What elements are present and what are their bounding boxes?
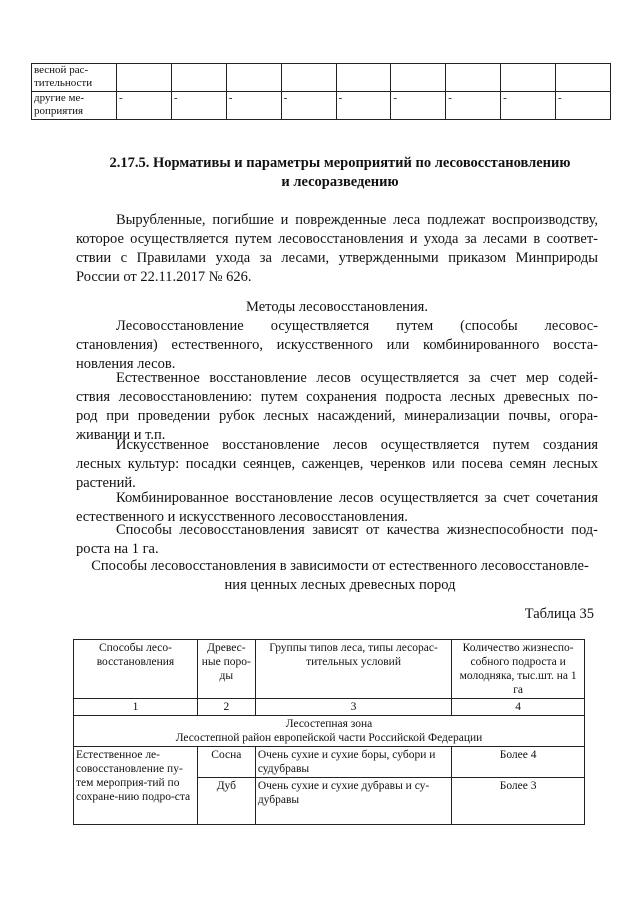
zone-region: Лесостепной район европейской части Российской Федерации xyxy=(175,732,483,744)
methods-heading: Методы лесовосстановления. xyxy=(246,299,428,315)
table-cell: - xyxy=(171,92,226,120)
row-label: весной рас-тительности xyxy=(32,64,117,92)
count-cell: Более 4 xyxy=(452,747,585,778)
header-cell: Количество жизнеспо-собного подроста и молодняка, тыс.шт. на 1 га xyxy=(452,640,585,699)
table-cell: - xyxy=(501,92,556,120)
zone-row xyxy=(74,716,585,747)
table-label: Таблица 35 xyxy=(524,606,594,622)
text-line: Вырубленные, погибшие и поврежденные леса подлежат воспроизводству, xyxy=(116,212,598,228)
species-cell: Сосна xyxy=(197,747,255,778)
table-header-row xyxy=(74,640,585,699)
column-number: 2 xyxy=(197,699,255,716)
table-cell: - xyxy=(281,92,336,120)
text-line: лесных культур: посадки сеянцев, саженцев, черенков или посева семян лесных xyxy=(76,456,598,472)
column-number: 3 xyxy=(255,699,451,716)
table-cell: - xyxy=(556,92,611,120)
top-fragment-table xyxy=(31,63,611,120)
table-cell xyxy=(226,64,281,92)
text-line: ствия лесовосстановлению: путем сохранения подроста лесных древесных по- xyxy=(76,389,598,405)
table-row xyxy=(32,64,611,92)
header-cell: Способы лесо-восстановления xyxy=(74,640,198,699)
text-line: живании и т.п. xyxy=(76,427,166,443)
section-title-line: и лесоразведению xyxy=(281,174,399,190)
table-cell xyxy=(336,64,391,92)
count-cell: Более 3 xyxy=(452,778,585,825)
zone-cell xyxy=(74,716,585,747)
table-cell: - xyxy=(391,92,446,120)
section-title xyxy=(60,154,620,192)
text-line: Лесовосстановление осуществляется путем (способы лесовос- xyxy=(116,318,598,334)
row-label: другие ме-роприятия xyxy=(32,92,117,120)
table-cell xyxy=(391,64,446,92)
text-line: растений. xyxy=(76,475,136,491)
table-cell: - xyxy=(117,92,172,120)
table-cell xyxy=(117,64,172,92)
caption-line: ния ценных лесных древесных пород xyxy=(224,577,456,593)
paragraph-methods-depend xyxy=(76,521,598,559)
table-caption xyxy=(60,557,620,595)
table-row xyxy=(32,92,611,120)
text-line: Естественное восстановление лесов осуществляется за счет мер содей- xyxy=(116,370,598,386)
column-number: 1 xyxy=(74,699,198,716)
text-line: России от 22.11.2017 № 626. xyxy=(76,269,252,285)
text-line: которое осуществляется путем лесовосстановления и ухода за лесами в соответ- xyxy=(76,231,598,247)
table-row xyxy=(74,747,585,778)
text-line: роста на 1 га. xyxy=(76,541,159,557)
text-line: Способы лесовосстановления зависят от качества жизнеспособности под- xyxy=(116,522,598,538)
text-line: естественного и искусственного лесовосстановления. xyxy=(76,509,408,525)
zone-name: Лесостепная зона xyxy=(285,718,373,730)
table-cell xyxy=(446,64,501,92)
column-number-row xyxy=(74,699,585,716)
table-cell xyxy=(556,64,611,92)
table-cell: - xyxy=(446,92,501,120)
table-cell xyxy=(171,64,226,92)
caption-line: Способы лесовосстановления в зависимости от естественного лесовосстановле- xyxy=(91,558,589,574)
paragraph-methods xyxy=(76,317,598,374)
table-cell: - xyxy=(226,92,281,120)
table-cell xyxy=(501,64,556,92)
text-line: ствии с Правилами ухода за лесами, утвержденными приказом Минприроды xyxy=(76,250,598,266)
paragraph-natural xyxy=(76,369,598,445)
column-number: 4 xyxy=(452,699,585,716)
table-cell: - xyxy=(336,92,391,120)
header-cell: Древес-ные поро-ды xyxy=(197,640,255,699)
header-cell: Группы типов леса, типы лесорас-тительных условий xyxy=(255,640,451,699)
paragraph-reproduction xyxy=(76,211,598,287)
table-35 xyxy=(73,639,585,825)
forest-types-cell: Очень сухие и сухие боры, субори и судубравы xyxy=(255,747,451,778)
text-line: становления) естественного, искусственного или комбинированного восста- xyxy=(76,337,598,353)
table-cell xyxy=(281,64,336,92)
species-cell: Дуб xyxy=(197,778,255,825)
text-line: Искусственное восстановление лесов осуществляется путем создания xyxy=(116,437,598,453)
section-title-line: 2.17.5. Нормативы и параметры мероприятий по лесовосстановлению xyxy=(109,155,571,171)
text-line: Комбинированное восстановление лесов осуществляется за счет сочетания xyxy=(116,490,598,506)
paragraph-artificial xyxy=(76,436,598,493)
forest-types-cell: Очень сухие и сухие дубравы и су-дубравы xyxy=(255,778,451,825)
text-line: новления лесов. xyxy=(76,356,176,372)
text-line: род при проведении рубок лесных насаждений, минерализации почвы, огора- xyxy=(76,408,598,424)
method-cell: Естественное ле-совосстановление пу-тем мероприя-тий по сохране-нию подро-ста xyxy=(74,747,198,825)
